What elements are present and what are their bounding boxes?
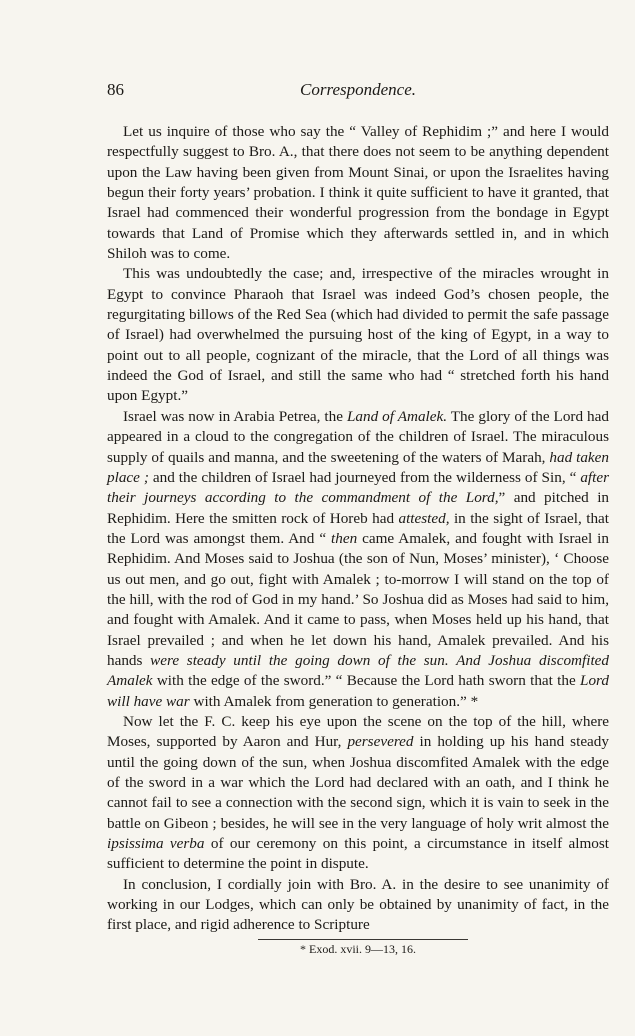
text-run: in holding up his hand steady until the going down of the sun, when Joshua discomfited Amalek with the edge of the sword in a war which the Lord had declared with an oath, and I think he cannot fail to see a connection with the second sign, which it is vain to seek in the battle on Gibeon ; besides, he will see in the very language of holy writ almost the (107, 733, 609, 832)
italic-text: attested, (398, 509, 450, 527)
text-run: The glory of the Lord had appeared in a cloud to the congregation of the children of Israel. The miraculous supply of quails and manna, and the sweetening of the waters of Marah, (107, 407, 609, 466)
text-run: Israel was now in Arabia Petrea, the (123, 407, 347, 425)
page-number: 86 (107, 80, 124, 99)
italic-text: persevered (347, 733, 414, 751)
italic-text: were steady until the going down of the sun. And Joshua discomfited Amalek (107, 651, 609, 690)
paragraph (107, 122, 609, 264)
page-header (107, 80, 609, 104)
text-run: Now let the F. C. keep his eye upon the scene on the top of the hill, where Moses, supported by Aaron and Hur, (107, 712, 609, 751)
body-text (107, 122, 609, 936)
italic-text: after their journeys according to the commandment of the Lord, (107, 468, 609, 507)
italic-text: Lord will have war (107, 672, 609, 710)
text-run: ” and pitched in Rephidim. Here the smitten rock of Horeb had (107, 489, 610, 527)
paragraph (107, 407, 609, 712)
footnote-rule (258, 939, 468, 940)
text-run: Let us inquire of those who say the “ Valley of Rephidim ;” and here I would respectfully suggest to Bro. A., that there does not seem to be anything dependent upon the Law having been given from Mount Sinai, or upon the Israelites having begun their forty years’ probation. I think it quite sufficient to have it granted, that Israel had commenced their wonderful progression from the bondage in Egypt towards that Land of Promise which they afterwards settled in, and in which Shiloh was to come. (107, 123, 609, 263)
running-title: Correspondence. (300, 80, 416, 99)
text-run: came Amalek, and fought with Israel in Rephidim. And Moses said to Joshua (the son of Nun, Moses’ minister), ‘ Choose us out men, and go out, fight with Amalek ; to-morrow I will stand on the top of the hill, with the rod of God in my hand.’ So Joshua did as Moses had said to him, and fought with Amalek. And it came to pass, when Moses held up his hand, that Israel prevailed ; and when he let down his hand, Amalek prevailed. And his hands (107, 529, 609, 669)
italic-text: ipsissima verba (107, 835, 205, 853)
italic-text: Land of Amalek. (346, 407, 448, 425)
text-run: of our ceremony on this point, a circumstance in itself almost sufficient to determine the point in dispute. (107, 835, 610, 873)
italic-text: then (331, 529, 358, 547)
paragraph (107, 875, 609, 936)
text-run: and the children of Israel had journeyed from the wilderness of Sin, “ (148, 468, 581, 486)
text-run: with the edge of the sword.” “ Because the Lord hath sworn that the (152, 672, 581, 690)
text-run: in the sight of Israel, that the Lord was amongst them. And “ (107, 509, 609, 547)
paragraph (107, 712, 609, 875)
text-run: with Amalek from generation to generation.” * (189, 692, 479, 710)
italic-text: had taken place ; (107, 448, 610, 486)
text-run: In conclusion, I cordially join with Bro. A. in the desire to see unanimity of working in our Lodges, which can only be obtained by unanimity of fact, in the first place, and rigid adherence to Scripture (107, 875, 609, 934)
footnote: * Exod. xvii. 9—13, 16. (300, 942, 416, 956)
paragraph (107, 264, 609, 406)
text-run: This was undoubtedly the case; and, irrespective of the miracles wrought in Egypt to convince Pharaoh that Israel was indeed God’s chosen people, the regurgitating billows of the Red Sea (which had divided to permit the safe passage of Israel) had overwhelmed the pursuing host of the king of Egypt, in a way to point out to all people, cognizant of the miracle, that the Lord of all things was indeed the God of Israel, and still the same who had “ stretched forth his hand upon Egypt.” (107, 265, 609, 405)
